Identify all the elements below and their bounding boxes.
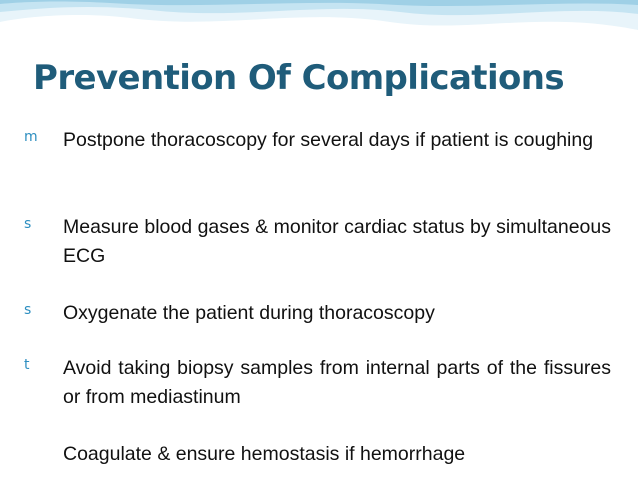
bullet-text: Oxygenate the patient during thoracoscopy	[63, 302, 435, 324]
bullet-marker: m	[24, 129, 38, 145]
bullet-marker: s	[24, 216, 32, 232]
bullet-text: Avoid taking biopsy samples from internal parts of the fissures or from mediastinum	[63, 357, 611, 408]
page-title: Prevention Of Complications	[33, 58, 565, 98]
bullet-text: Postpone thoracoscopy for several days if patient is coughing	[63, 129, 594, 151]
bullet-marker: t	[24, 357, 30, 373]
header-wave-decoration	[0, 0, 638, 60]
bullet-text: Measure blood gases & monitor cardiac status by simultaneous ECG	[63, 216, 611, 267]
bullet-text: Coagulate & ensure hemostasis if hemorrhage	[63, 443, 466, 465]
bullet-marker: s	[24, 302, 32, 318]
